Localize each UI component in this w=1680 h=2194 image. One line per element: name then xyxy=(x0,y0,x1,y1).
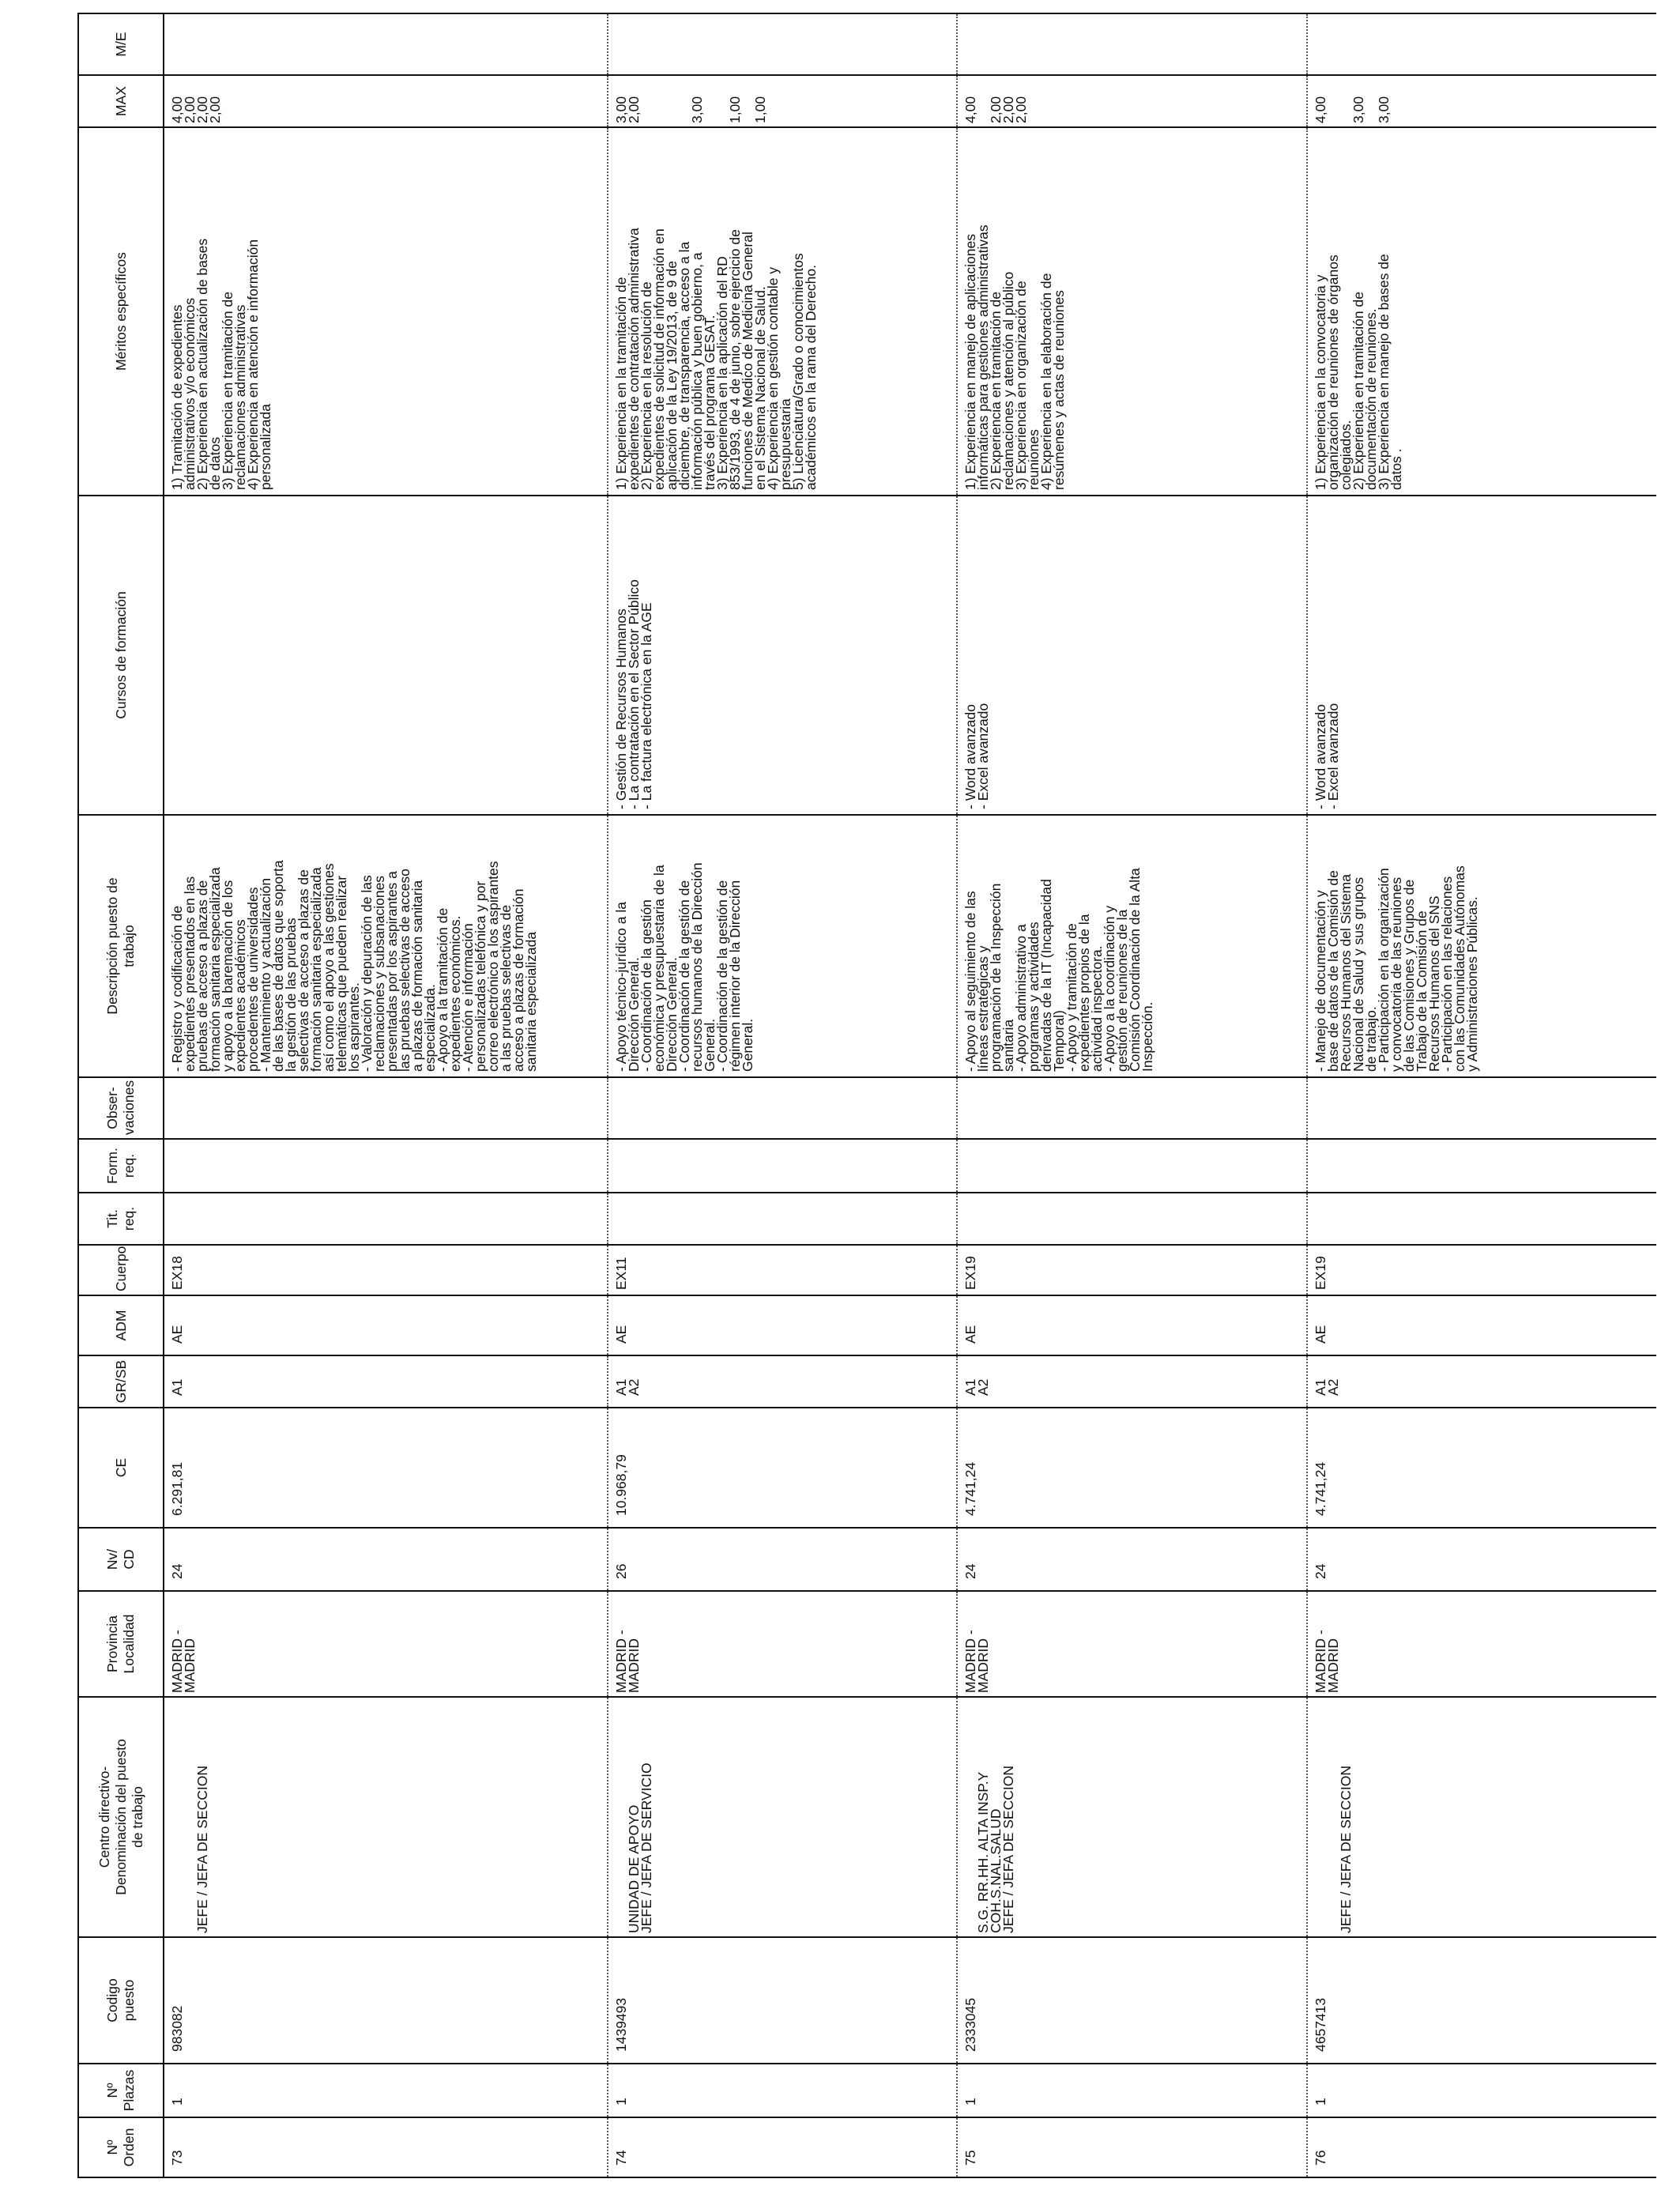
max-score xyxy=(703,82,716,123)
formacion-cell xyxy=(957,1139,1306,1193)
orden-cell: 75 xyxy=(957,2117,1306,2177)
cursos-cell: - Gestión de Recursos Humanos - La contratación en el Sector Público - La factura electrónica en la AGE xyxy=(608,496,957,815)
adm-cell: AE xyxy=(957,1295,1306,1355)
col-orden: Nº Orden xyxy=(78,2117,164,2177)
provincia-cell: MADRID - MADRID xyxy=(1307,1591,1656,1697)
observaciones-cell xyxy=(164,1077,608,1139)
me-cell xyxy=(957,13,1306,75)
col-grupo: GR/SB xyxy=(78,1355,164,1408)
plazas-cell: 1 xyxy=(608,2064,957,2117)
col-ce: CE xyxy=(78,1408,164,1528)
col-cuerpo: Cuerpo xyxy=(78,1245,164,1295)
titulacion-cell xyxy=(164,1193,608,1245)
cursos-cell: - Word avanzado - Excel avanzado xyxy=(957,496,1306,815)
col-codigo: Codigo puesto xyxy=(78,1937,164,2064)
max-score xyxy=(665,82,678,123)
max-score xyxy=(653,82,665,123)
formacion-cell xyxy=(164,1139,608,1193)
me-cell xyxy=(608,13,957,75)
observaciones-cell xyxy=(957,1077,1306,1139)
puesto-label: JEFE / JEFA DE SECCION xyxy=(194,1766,210,1933)
cuerpo-cell: EX19 xyxy=(1307,1245,1656,1295)
ce-cell: 6.291,81 xyxy=(164,1408,608,1528)
orden-cell: 76 xyxy=(1307,2117,1656,2177)
header-row xyxy=(78,13,164,2177)
puesto-label: JEFE / JEFA DE SECCION xyxy=(1337,1766,1354,1933)
col-provincia: Provincia Localidad xyxy=(78,1591,164,1697)
nivel-cell: 24 xyxy=(957,1528,1306,1591)
col-me: M/E xyxy=(78,13,164,75)
descripcion-cell: - Apoyo al seguimiento de las líneas estratégicas y programación de la Inspección sanitaria - Apoyo administrativo a programas y actividades derivadas de la IT (Incapacidad Temporal) - Apoyo y tramitación de expedientes propios de la actividad inspectora. - Apoyo a la coordinación y gestión de reuniones de la Comisión Coordinación de la Alta Inspección. xyxy=(957,815,1306,1077)
grupo-cell: A1 xyxy=(164,1355,608,1408)
unidad-label: UNIDAD DE APOYO xyxy=(626,1804,642,1933)
codigo-cell: 2333045 xyxy=(957,1937,1306,2064)
max-score: 2,00 xyxy=(1013,96,1030,123)
provincia-cell: MADRID - MADRID xyxy=(608,1591,957,1697)
descripcion-cell: - Registro y codificación de expedientes presentados en las pruebas de acceso a plazas de formación sanitaria especializada y apoyo a la baremación de los expedientes académicos procedentes de universidades - Mantenimiento y actualización de las bases de datos que soporta la gestión de las pruebas selectivas de acceso a plazas de formación sanitaria especializada así como el apoyo a las gestiones telemáticas que pueden realizar los aspirantes. - Valoración y depuración de las reclamaciones y subsanaciones presentadas por los aspirantes a las pruebas selectivas de acceso a plazas de formación sanitaria especializada. - Apoyo a la tramitación de expedientes económicos. - Atención e información personalizadas telefónica y por correo electrónico a los aspirantes a las pruebas selectivas de acceso a plazas de formación sanitaria especializada xyxy=(164,815,608,1077)
ce-cell: 4.741,24 xyxy=(1307,1408,1656,1528)
codigo-cell: 4657413 xyxy=(1307,1937,1656,2064)
col-descripcion: Descripción puesto de trabajo xyxy=(78,815,164,1077)
centro-cell xyxy=(164,1697,608,1937)
cuerpo-cell: EX19 xyxy=(957,1245,1306,1295)
ce-cell: 10.968,79 xyxy=(608,1408,957,1528)
max-score: 1,00 xyxy=(752,96,769,123)
col-observaciones: Obser- vaciones xyxy=(78,1077,164,1139)
col-adm: ADM xyxy=(78,1295,164,1355)
max-cell xyxy=(164,75,608,127)
max-score: 3,00 xyxy=(1375,96,1392,123)
centro-cell xyxy=(1307,1697,1656,1937)
orden-cell: 74 xyxy=(608,2117,957,2177)
max-cell xyxy=(957,75,1306,127)
table-row xyxy=(957,13,1306,2177)
adm-cell: AE xyxy=(1307,1295,1656,1355)
table-row xyxy=(164,13,608,2177)
cursos-cell: - Word avanzado - Excel avanzado xyxy=(1307,496,1656,815)
max-score: 2,00 xyxy=(182,96,198,123)
max-score: 2,00 xyxy=(1000,96,1017,123)
max-score: 2,00 xyxy=(207,96,223,123)
max-score xyxy=(1327,82,1339,123)
max-score: 3,00 xyxy=(613,96,630,123)
job-positions-table xyxy=(77,13,1656,2178)
max-cell xyxy=(1307,75,1656,127)
col-plazas: Nº Plazas xyxy=(78,2064,164,2117)
col-titulacion: Tit. req. xyxy=(78,1193,164,1245)
max-score: 4,00 xyxy=(962,96,979,123)
grupo-cell: A1 A2 xyxy=(608,1355,957,1408)
max-score xyxy=(640,82,653,123)
codigo-cell: 983082 xyxy=(164,1937,608,2064)
titulacion-cell xyxy=(1307,1193,1656,1245)
cuerpo-cell: EX18 xyxy=(164,1245,608,1295)
me-cell xyxy=(164,13,608,75)
max-score: 4,00 xyxy=(169,96,185,123)
orden-cell: 73 xyxy=(164,2117,608,2177)
max-score: 3,00 xyxy=(1350,96,1366,123)
centro-cell xyxy=(957,1697,1306,1937)
max-score: 2,00 xyxy=(194,96,210,123)
table-body xyxy=(164,13,1656,2177)
plazas-cell: 1 xyxy=(164,2064,608,2117)
ce-cell: 4.741,24 xyxy=(957,1408,1306,1528)
formacion-cell xyxy=(1307,1139,1656,1193)
meritos-cell: 1) Experiencia en la tramitación de expedientes de contratación administrativa 2) Experiencia en la resolución de expedientes de solicitud de información en aplicación de la Ley 19/2013, de 9 de diciembre, de transparencia, acceso a la información pública y buen gobierno, a través del programa GESAT. 3) Experiencia en la aplicación del RD 853/1993, de 4 de junio, sobre ejercicio de funciones de Medico de Medicina General en el Sistema Nacional de Salud. 4) Experiencia en gestión contable y presupuestaria 5) Licenciatura/Grado o conocimientos académicos en la rama del Derecho. xyxy=(608,127,957,496)
puesto-label: JEFE / JEFA DE SECCION xyxy=(1000,1766,1017,1933)
adm-cell: AE xyxy=(164,1295,608,1355)
max-score: 3,00 xyxy=(689,96,706,123)
me-cell xyxy=(1307,13,1656,75)
grupo-cell: A1 A2 xyxy=(1307,1355,1656,1408)
table-row xyxy=(1307,13,1656,2177)
cuerpo-cell: EX11 xyxy=(608,1245,957,1295)
max-score: 1,00 xyxy=(727,96,744,123)
plazas-cell: 1 xyxy=(957,2064,1306,2117)
provincia-cell: MADRID - MADRID xyxy=(164,1591,608,1697)
nivel-cell: 26 xyxy=(608,1528,957,1591)
codigo-cell: 1439493 xyxy=(608,1937,957,2064)
col-max: MAX xyxy=(78,75,164,127)
col-nivel: Nv/ CD xyxy=(78,1528,164,1591)
descripcion-cell: - Manejo de documentación y base de datos de la Comisión de Recursos Humanos del Sistema Nacional de Salud y sus grupos de trabajo. - Participación en la organización y convocatoria de las reuniones de las Comisiones y Grupos de Trabajo de la Comisión de Recursos Humanos del SNS - Participación en las relaciones con las Comunidades Autónomas y Administraciones Públicas. xyxy=(1307,815,1656,1077)
puesto-label: JEFE / JEFA DE SERVICIO xyxy=(638,1762,655,1933)
col-formacion: Form. req. xyxy=(78,1139,164,1193)
nivel-cell: 24 xyxy=(164,1528,608,1591)
max-score: 2,00 xyxy=(988,96,1004,123)
plazas-cell: 1 xyxy=(1307,2064,1656,2117)
table-row xyxy=(608,13,957,2177)
observaciones-cell xyxy=(608,1077,957,1139)
descripcion-cell: - Apoyo técnico-jurídico a la Dirección General. - Coordinación de la gestión económica y presupuestaria de la Dirección General. - Coordinación de la gestión de recursos humanos de la Dirección General. - Coordinación de la gestión de régimen interior de la Dirección General. xyxy=(608,815,957,1077)
unidad-label: S.G. RR.HH. ALTA INSP.Y COH.S.NAL.SALUD xyxy=(975,1771,1004,1933)
provincia-cell: MADRID - MADRID xyxy=(957,1591,1306,1697)
cursos-cell xyxy=(164,496,608,815)
titulacion-cell xyxy=(957,1193,1306,1245)
max-cell xyxy=(608,75,957,127)
nivel-cell: 24 xyxy=(1307,1528,1656,1591)
formacion-cell xyxy=(608,1139,957,1193)
col-cursos: Cursos de formación xyxy=(78,496,164,815)
col-centro: Centro directivo- Denominación del puesto de trabajo xyxy=(78,1697,164,1937)
max-score: 2,00 xyxy=(626,96,642,123)
observaciones-cell xyxy=(1307,1077,1656,1139)
meritos-cell: 1) Experiencia en la convocatoria y organización de reuniones de órganos colegiados. 2) Experiencia en tramitación de documentación de reuniones. 3) Experiencia en manejo de bases de datos . xyxy=(1307,127,1656,496)
grupo-cell: A1 A2 xyxy=(957,1355,1306,1408)
adm-cell: AE xyxy=(608,1295,957,1355)
centro-cell xyxy=(608,1697,957,1937)
meritos-cell: 1) Tramitación de expedientes administrativos y/o económicos 2) Experiencia en actualización de bases de datos 3) Experiencia en tramitación de reclamaciones administrativas 4) Experiencia en atención e información personalizada xyxy=(164,127,608,496)
meritos-cell: 1) Experiencia en manejo de aplicaciones informáticas para gestiones administrativas 2) Experiencia en tramitación de reclamaciones y atención al público 3) Experiencia en organización de reuniones 4) Experiencia en la elaboración de resúmenes y actas de reuniones xyxy=(957,127,1306,496)
col-meritos: Méritos específicos xyxy=(78,127,164,496)
max-score: 4,00 xyxy=(1312,96,1328,123)
titulacion-cell xyxy=(608,1193,957,1245)
